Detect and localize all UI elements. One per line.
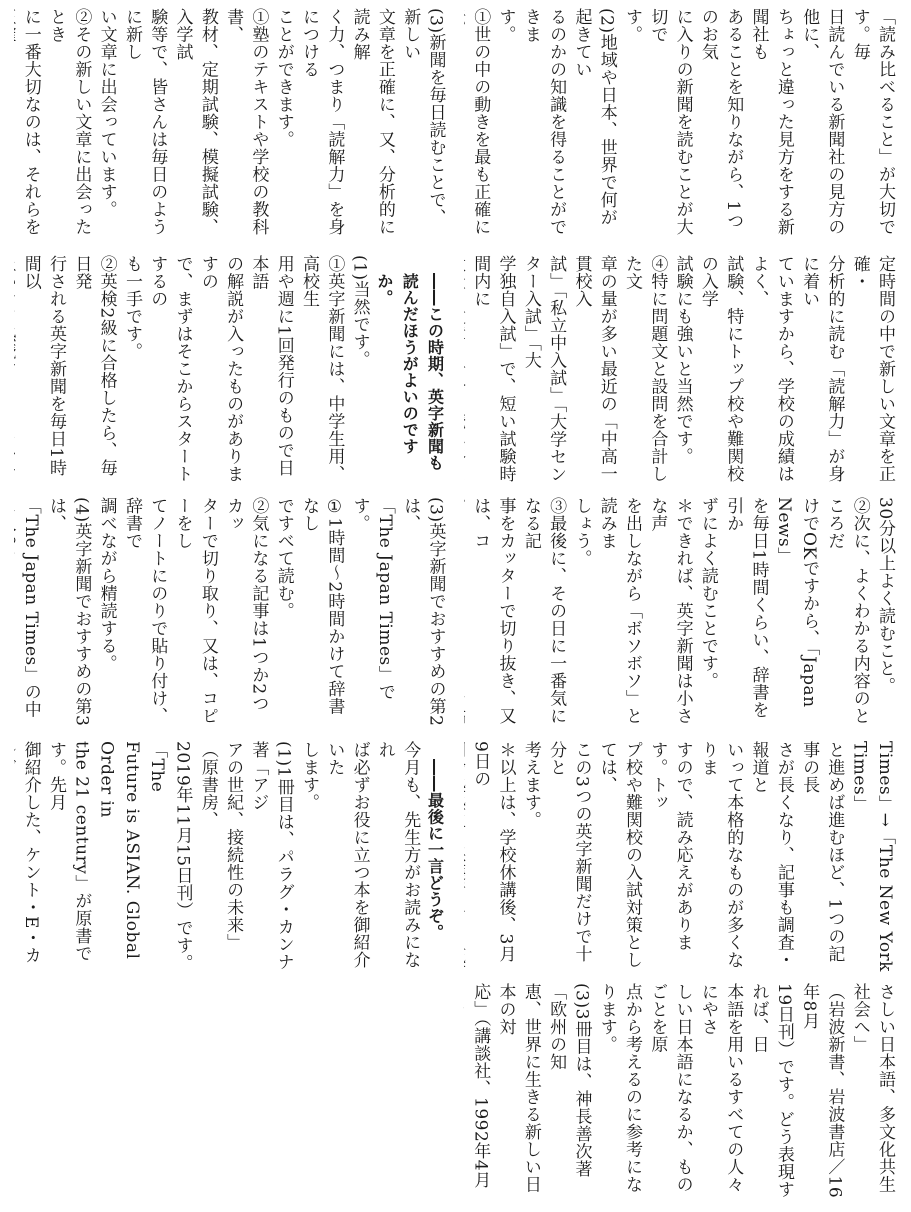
text-line: 「The Japan Times」の中 bbox=[20, 497, 41, 719]
section-heading: ――最後に一言どうぞ。 bbox=[425, 759, 445, 941]
text-line: るのかの知識を得ることができま bbox=[520, 8, 567, 236]
tier-1 bbox=[14, 8, 897, 240]
text-line: しょう。 bbox=[571, 497, 592, 567]
text-line: アの世紀、接続性の未来」（原書房、 bbox=[197, 741, 244, 951]
text-line: い文章に出会っています。 bbox=[96, 8, 117, 218]
text-line: ④特に問題文と設問を合計した文 bbox=[622, 255, 668, 483]
text-line: に入りの新聞を読むことが大切で bbox=[647, 8, 693, 236]
text-line bbox=[464, 741, 467, 973]
text-line: ①塾のテキストや学校の教科書、 bbox=[223, 8, 269, 236]
text-line: ば必ずお役に立つ本を御紹介いた bbox=[324, 741, 370, 969]
text-line bbox=[464, 255, 467, 487]
text-line: Future is ASIAN. Global Order in bbox=[96, 741, 142, 960]
text-line: この3つの英字新聞だけで十分と bbox=[546, 741, 592, 963]
text-line: 用や週に1回発行のもので日本語 bbox=[248, 255, 294, 477]
text-line: ずによく読むことです。 bbox=[697, 497, 718, 690]
text-line: します。 bbox=[299, 741, 320, 811]
text-line: ③最後に、その日に一番気になる記 bbox=[520, 497, 567, 725]
column-tier3-left bbox=[14, 497, 448, 729]
column-tier1-left bbox=[14, 8, 448, 240]
text-line: 今月も、先生方がお読みになれ bbox=[374, 741, 421, 969]
text-line: を出しながら「ボソボソ」と読みま bbox=[596, 497, 643, 725]
text-line: 学独自入試」で、短い試験時間内に bbox=[470, 255, 516, 483]
text-line: で、まずはそこからスタートするの bbox=[147, 255, 193, 483]
text-line: （岩波新書、岩波書店／16年8月 bbox=[799, 983, 845, 1199]
column-tier2-left bbox=[14, 255, 448, 487]
text-line: 応」（講談社、1992年4月 bbox=[470, 983, 491, 1189]
text-line: ②次に、よくわかる内容のところだ bbox=[824, 497, 870, 725]
text-line: 文章を正確に、又、分析的に読み解 bbox=[349, 8, 395, 236]
text-line: (1)1冊目は、パラグ・カンナ著「アジ bbox=[248, 741, 294, 971]
text-line: 「The Japan Times」です。 bbox=[349, 497, 395, 701]
text-line: ①1時間～2時間かけて辞書なし bbox=[299, 497, 345, 716]
text-line: 分析的に読む「読解力」が身に着い bbox=[799, 255, 845, 483]
text-line: 定時間の中で新しい文章を正確・ bbox=[849, 255, 895, 483]
text-line: ＊以上は、学校休講後、3月9日の bbox=[470, 741, 516, 963]
column-tier4-right bbox=[464, 741, 898, 973]
text-line: も一手です。 bbox=[121, 255, 142, 360]
text-line: (4)英字新聞でおすすめの第3は、 bbox=[46, 497, 92, 727]
text-line: す。 bbox=[622, 8, 643, 43]
text-line: 30分以上よく読むこと。 bbox=[875, 497, 895, 695]
text-line: ①英字新聞には、中学生用、高校生 bbox=[299, 255, 345, 483]
text-line: に一番大切なのは、それらを bbox=[20, 8, 41, 236]
text-line: ことができます。 bbox=[273, 8, 294, 148]
text-line: 点から考えるのに参考になります。 bbox=[596, 983, 643, 1193]
text-line: ＊できれば、英字新聞は小さな声 bbox=[647, 497, 693, 725]
text-line bbox=[464, 497, 467, 729]
text-line: ②英検2級に合格したら、毎日発 bbox=[71, 255, 117, 477]
text-line: けでOKですから、「Japan News」 bbox=[773, 497, 820, 708]
column-tier1-right bbox=[464, 8, 898, 240]
text-line: てノートにのりで貼り付け、辞書で bbox=[121, 497, 168, 725]
text-line: 試験、特にトップ校や難関校の入学 bbox=[697, 255, 744, 483]
tier-3 bbox=[14, 497, 897, 729]
tier-5 bbox=[14, 983, 897, 1208]
text-line: あることを知りながら、1つのお気 bbox=[697, 8, 744, 230]
text-line: (2)地域や日本、世界で何が起きてい bbox=[571, 8, 617, 227]
text-line: 本語を用いるすべての人々にやさ bbox=[697, 983, 744, 1193]
text-line: (3)3冊目は、神長善次著「欧州の知 bbox=[546, 983, 592, 1178]
tier-2 bbox=[14, 255, 897, 487]
text-line: (1)当然です。 bbox=[349, 255, 370, 369]
text-line: 調べながら精読する。 bbox=[96, 497, 117, 672]
column-tier4-left bbox=[14, 741, 448, 973]
text-line: 日読んでいる新聞社の見方の他に、 bbox=[799, 8, 845, 236]
text-line: 験等で、皆さんは毎日のように新し bbox=[121, 8, 168, 236]
text-line: プ校や難関校の入試対策としては、 bbox=[596, 741, 643, 969]
text-line: の解説が入ったものがありますの bbox=[197, 255, 244, 483]
text-line: 試」「私立中入試」「大学センター入試」「大 bbox=[520, 255, 567, 483]
text-line: ターで切り取り、又は、コピーをし bbox=[172, 497, 218, 725]
text-line: 恵、世界に生きる新しい日本の対 bbox=[495, 983, 541, 1193]
text-line: ②気になる記事は1つか2つカッ bbox=[223, 497, 269, 713]
text-line: (3)新聞を毎日読むことで、新しい bbox=[400, 8, 446, 227]
text-line: いって本格的なものが多くなりま bbox=[697, 741, 744, 969]
text-line: ですべて読む。 bbox=[273, 497, 294, 620]
text-line: 行される英字新聞を毎日1時間以 bbox=[20, 255, 67, 477]
text-line: 章の量が多い最近の「中高一貫校入 bbox=[571, 255, 617, 483]
text-line: 御紹介した、ケント・E・カ bbox=[20, 741, 41, 964]
text-line: ていますから、学校の成績はよく、 bbox=[748, 255, 794, 483]
column-tier5-right bbox=[463, 983, 897, 1208]
text-line: を毎日1時間くらい、辞書を引か bbox=[723, 497, 769, 719]
column-tier3-right bbox=[464, 497, 898, 729]
text-line: さしい日本語、多文化共生社会へ」 bbox=[849, 983, 895, 1193]
text-line: す。 bbox=[495, 8, 516, 43]
text-line: ②その新しい文章に出会ったとき bbox=[46, 8, 92, 236]
text-line: しい日本語になるか、ものごとを原 bbox=[647, 983, 693, 1193]
text-line bbox=[14, 255, 17, 487]
text-line: さが長くなり、記事も調査・報道と bbox=[748, 741, 794, 969]
text-line: 試験にも強いと当然です。 bbox=[672, 255, 693, 465]
text-line: ちょっと違った見方をする新聞社も bbox=[748, 8, 794, 236]
section-heading: ――この時期、英字新聞も読んだほうがよいのですか。 bbox=[374, 273, 445, 471]
text-line: 教材、定期試験、模擬試験、入学試 bbox=[172, 8, 218, 236]
text-line: 事をカッターで切り抜き、又は、コ bbox=[470, 497, 516, 725]
text-line: すので、読み応えがあります。トッ bbox=[647, 741, 693, 951]
text-line: 「読み比べること」が大切です。毎 bbox=[849, 8, 895, 236]
text-line: 2019年11月15日刊）です。「The bbox=[147, 741, 193, 972]
text-line: 考えます。 bbox=[520, 741, 541, 829]
text-line: ①世の中の動きを最も正確に bbox=[470, 8, 491, 236]
text-line: Times」→「The New York Times」 bbox=[849, 741, 895, 972]
text-line: the 21 century」が原書です。先月 bbox=[46, 741, 92, 962]
text-line: (3)英字新聞でおすすめの第2は、 bbox=[400, 497, 446, 727]
text-line: く力、つまり「読解力」を身につける bbox=[299, 8, 345, 236]
text-line: と進めば進むほど、1つの記事の長 bbox=[799, 741, 845, 963]
text-line: 19日刊）です。どう表現すれば、日 bbox=[748, 983, 794, 1199]
column-tier2-right bbox=[464, 255, 898, 487]
tier-4 bbox=[14, 741, 897, 973]
